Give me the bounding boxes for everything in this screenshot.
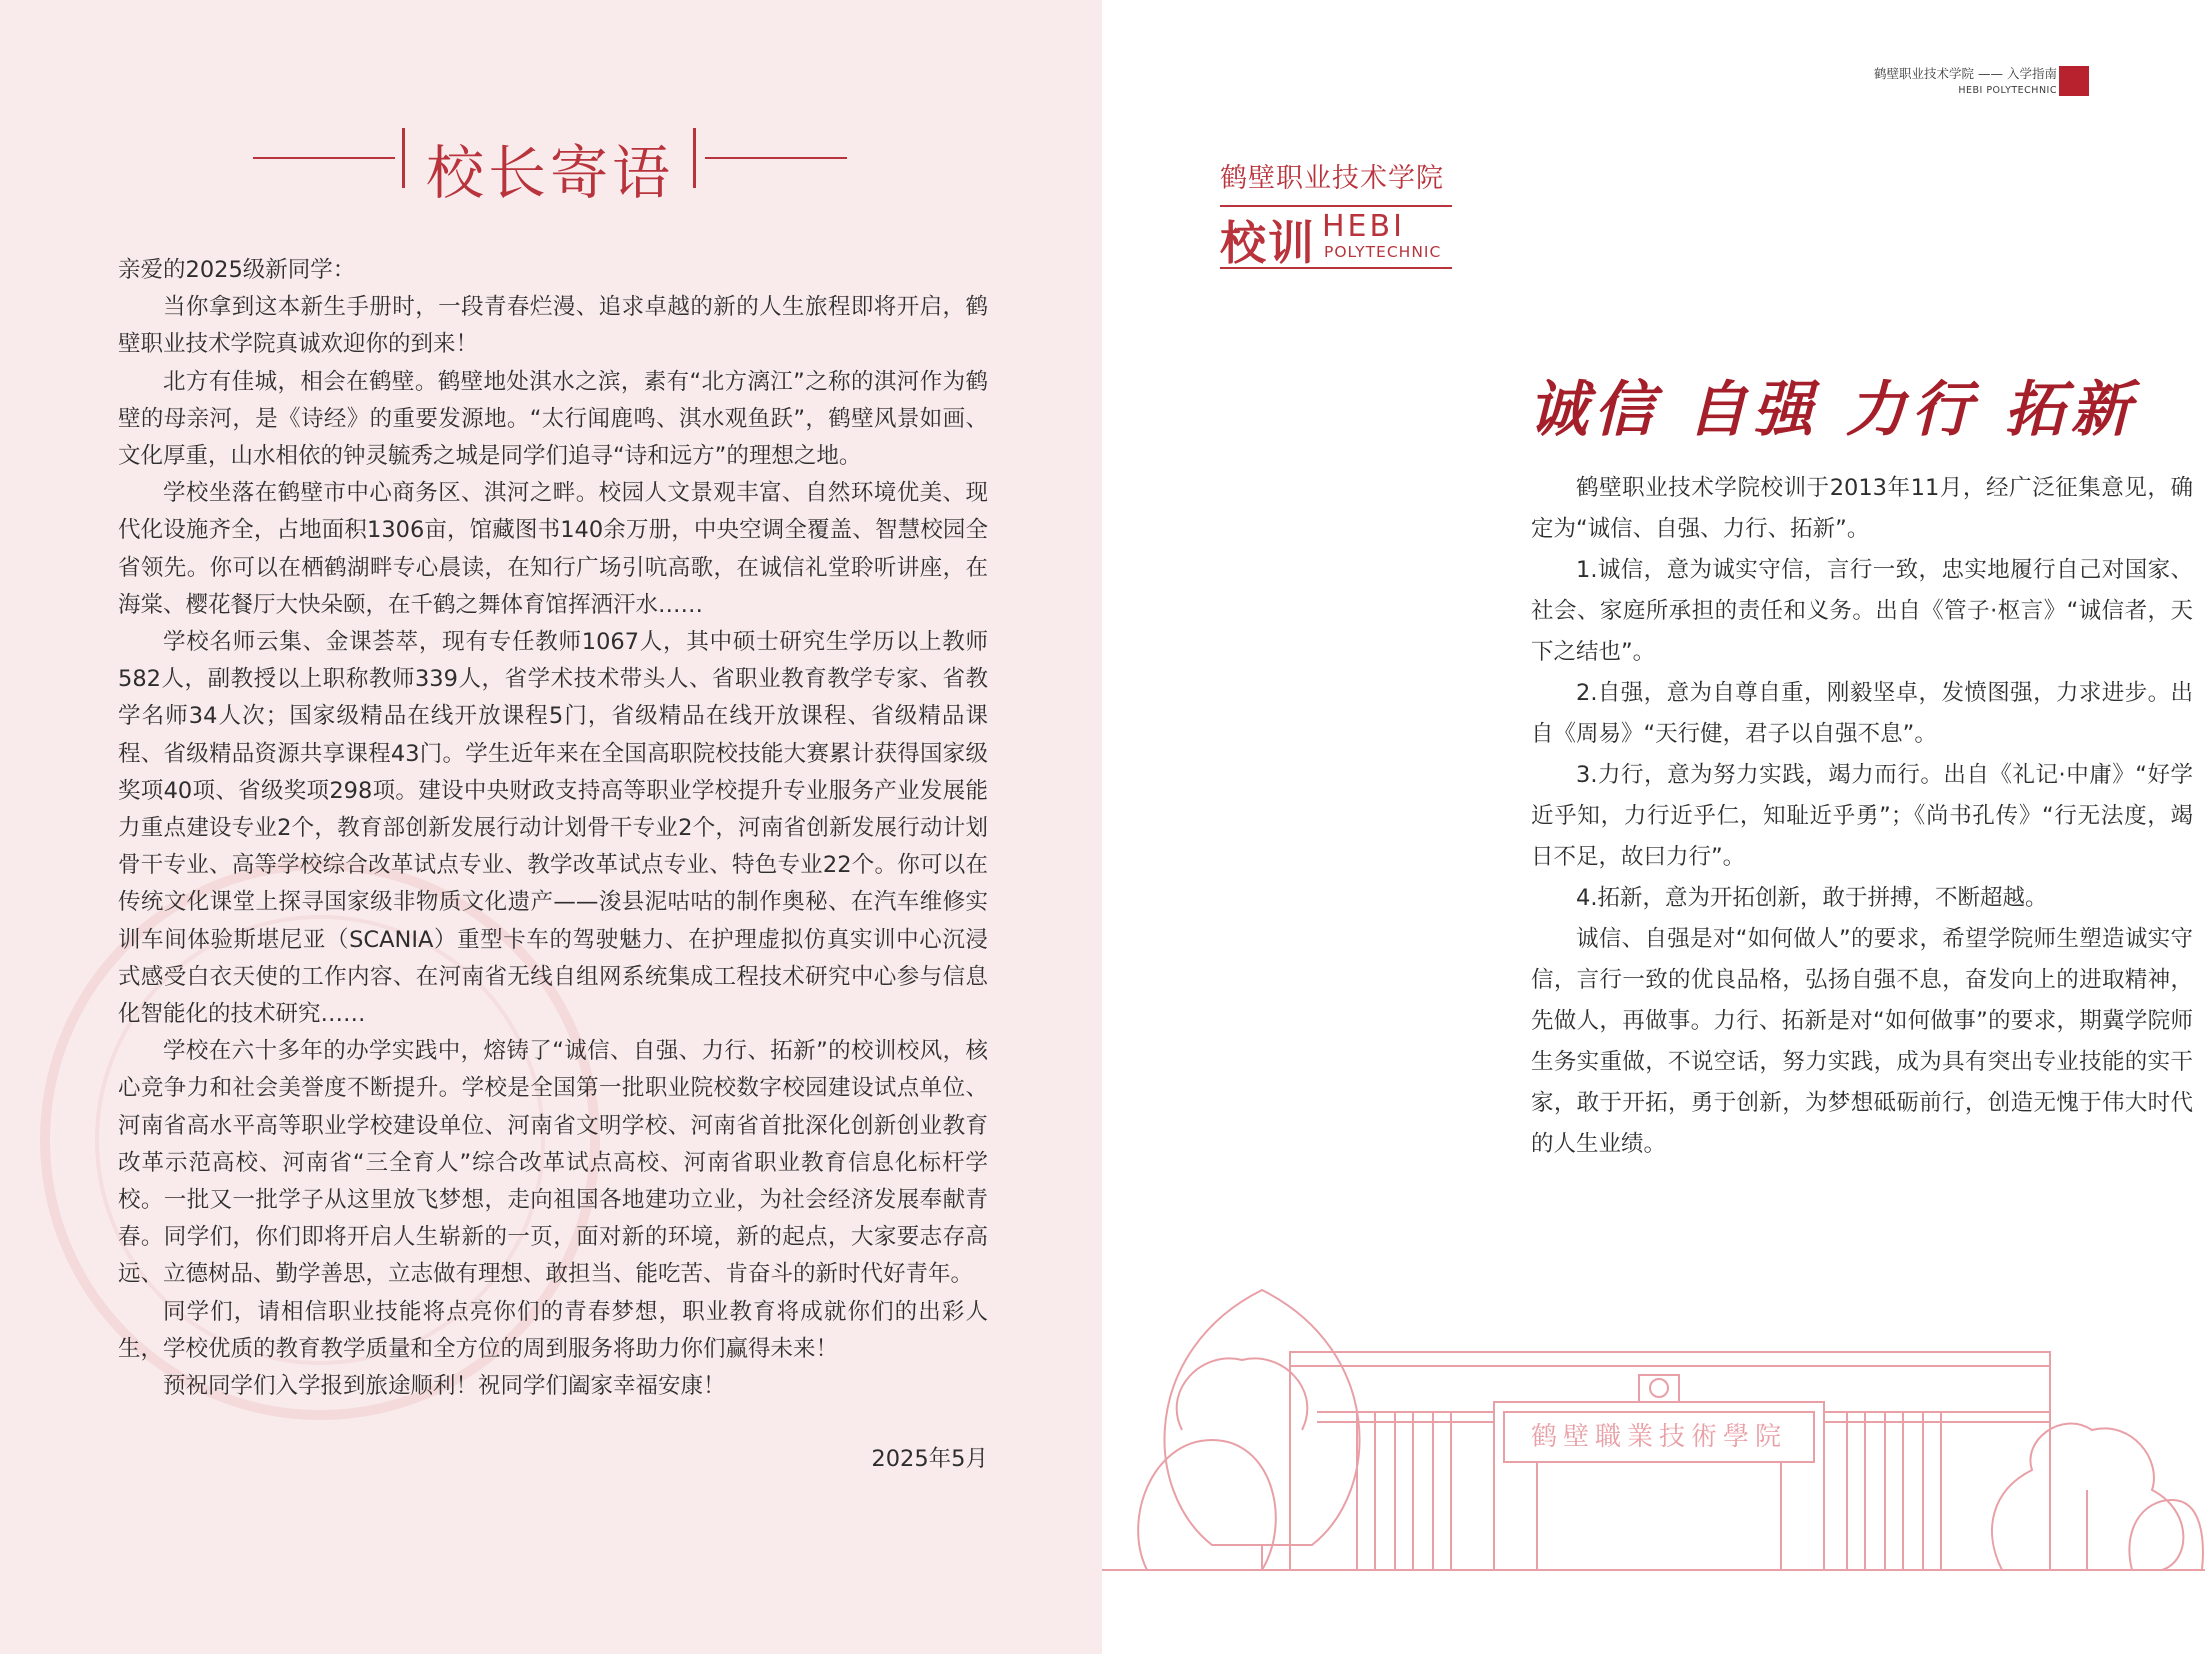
principal-message-heading [250,120,850,207]
header-subtitle: HEBI POLYTECHNIC [1958,85,2057,96]
motto-logo [1220,148,1560,269]
right-page [1102,0,2205,1654]
letter-paragraph: 预祝同学们入学报到旅途顺利！祝同学们阖家幸福安康！ [163,1373,726,1400]
motto-title: 诚信 自强 力行 拓新 [1528,375,2137,445]
logo-motto-label: 校训 [1220,216,1316,270]
header-title: 鹤壁职业技术学院 —— 入学指南 [1874,66,2057,81]
motto-paragraph: 4.拓新，意为开拓创新，敢于拼搏，不断超越。 [1576,885,2048,911]
header-color-block [2059,66,2089,96]
letter-greeting: 亲爱的2025级新同学： [118,257,356,283]
motto-explanation [1531,468,2193,1165]
left-page [0,0,1102,1654]
logo-row [1220,207,1560,270]
gate-emblem-icon [1650,1379,1668,1397]
letter-paragraph: 学校名师云集、金课荟萃，现有专任教师1067人，其中硕士研究生学历以上教师582人，副教授以上职称教师339人，省学术技术带头人、省职业教育教学专家、省教学名师34人次；国家级精品在线开放课程5门，省级精品在线开放课程、省级精品课程、省级精品资源共享课程43门。学生近年来在全国高职院校技能大赛累计获得国家级奖项40项、省级奖项298项。建设中央财政支持高等职业学校提升专业服务产业发展能力重点建设专业2个，教育部创新发展行动计划骨干专业2个，河南省创新发展行动计划骨干专业、高等学校综合改革试点专业、教学改革试点专业、特色专业22个。你可以在传统文化课堂上探寻国家级非物质文化遗产——浚县泥咕咕的制作奥秘、在汽车维修实训车间体验斯堪尼亚（SCANIA）重型卡车的驾驶魅力、在护理虚拟仿真实训中心沉浸式感受白衣天使的工作内容、在河南省无线自组网系统集成工程技术研究中心参与信息化智能化的技术研究…… [118,629,988,1028]
motto-paragraph: 诚信、自强是对“如何做人”的要求，希望学院师生塑造诚实守信，言行一致的优良品格，弘扬自强不息，奋发向上的进取精神，先做人，再做事。力行、拓新是对“如何做事”的要求，期冀学院师生务实重做，不说空话，努力实践，成为具有突出专业技能的实干家，敢于开拓，勇于创新，为梦想砥砺前行，创造无愧于伟大时代的人生业绩。 [1531,926,2193,1157]
logo-english-hebi: HEBI [1322,209,1405,244]
principal-letter [118,252,988,1479]
gate-sign-text: 鹤壁職業技術學院 [1530,1422,1788,1452]
letter-paragraph: 同学们，请相信职业技能将点亮你们的青春梦想，职业教育将成就你们的出彩人生，学校优质的教育教学质量和全方位的周到服务将助力你们赢得未来！ [118,1298,988,1362]
gate-opening [1537,1462,1781,1570]
motto-paragraph: 2.自强，意为自尊自重，刚毅坚卓，发愤图强，力求进步。出自《周易》“天行健，君子以自强不息”。 [1531,680,2193,747]
tree-back-icon [1177,1358,1308,1430]
letter-date: 2025年5月 [871,1446,988,1473]
tree-round-icon [1138,1440,1276,1570]
motto-paragraph: 1.诚信，意为诚实守信，言行一致，忠实地履行自己对国家、社会、家庭所承担的责任和义务。出自《管子·枢言》“诚信者，天下之结也”。 [1531,557,2193,665]
tree-tall-icon [1165,1290,1360,1545]
page-title: 校长寄语 [425,139,674,207]
campus-gate-illustration-icon [1102,1190,2205,1590]
tree-small-icon [2129,1500,2203,1570]
motto-paragraph: 鹤壁职业技术学院校训于2013年11月，经广泛征集意见，确定为“诚信、自强、力行、拓新”。 [1531,475,2193,542]
motto-paragraph: 3.力行，意为努力实践，竭力而行。出自《礼记·中庸》“好学近乎知，力行近乎仁，知耻近乎勇”；《尚书孔传》“行无法度，竭日不足，故曰力行”。 [1531,762,2193,870]
letter-paragraph: 北方有佳城，相会在鹤壁。鹤壁地处淇水之滨，素有“北方漓江”之称的淇河作为鹤壁的母亲河，是《诗经》的重要发源地。“太行闻鹿鸣、淇水观鱼跃”，鹤壁风景如画、文化厚重，山水相依的钟灵毓秀之城是同学们追寻“诗和远方”的理想之地。 [118,368,988,470]
letter-paragraph: 学校坐落在鹤壁市中心商务区、淇河之畔。校园人文景观丰富、自然环境优美、现代化设施齐全，占地面积1306亩，馆藏图书140余万册，中央空调全覆盖、智慧校园全省领先。你可以在栖鹤湖畔专心晨读，在知行广场引吭高歌，在诚信礼堂聆听讲座，在海棠、樱花餐厅大快朵颐，在千鹤之舞体育馆挥洒汗水…… [118,480,988,618]
logo-school-name: 鹤壁职业技术学院 [1220,163,1444,194]
logo-english-polytechnic: POLYTECHNIC [1324,243,1442,261]
running-header [1874,64,2057,96]
letter-paragraph: 当你拿到这本新生手册时，一段青春烂漫、追求卓越的新的人生旅程即将开启，鹤壁职业技术学院真诚欢迎你的到来！ [118,294,988,358]
letter-paragraph: 学校在六十多年的办学实践中，熔铸了“诚信、自强、力行、拓新”的校训校风，核心竞争力和社会美誉度不断提升。学校是全国第一批职业院校数字校园建设试点单位、河南省高水平高等职业学校建设单位、河南省文明学校、河南省首批深化创新创业教育改革示范高校、河南省“三全育人”综合改革试点高校、河南省职业教育信息化标杆学校。一批又一批学子从这里放飞梦想，走向祖国各地建功立业，为社会经济发展奉献青春。同学们，你们即将开启人生崭新的一页，面对新的环境，新的起点，大家要志存高远、立德树品、勤学善思，立志做有理想、敢担当、能吃苦、肯奋斗的新时代好青年。 [118,1038,988,1288]
